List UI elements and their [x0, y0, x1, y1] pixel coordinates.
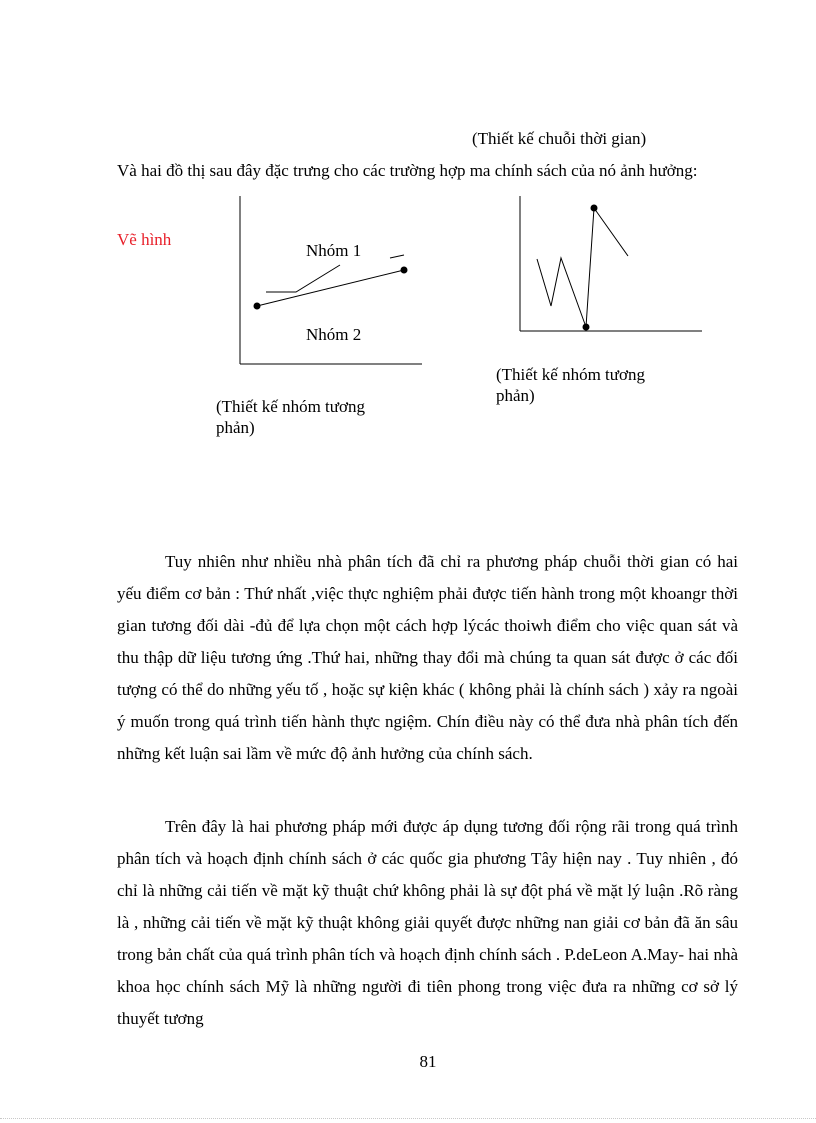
left-chart-caption: (Thiết kế nhóm tương phản) [216, 397, 365, 437]
paragraph-2-text: Trên đây là hai phương pháp mới được áp dụng tương đối rộng rãi trong quá trình phân tích và hoạch định chính sách ở các quốc gia phương Tây hiện nay . Tuy nhiên , đó chỉ là những cải tiến về mặt kỹ thuật chứ không phải là sự đột phá về mặt lý luận .Rõ ràng là , những cải tiến về mặt kỹ thuật không giải quyết được những nan giải cơ bản đã ăn sâu trong bản chất của quá trình phân tích và hoạch định chính sách . P.deLeon A.May- hai nhà khoa học chính sách Mỹ là những người đi tiên phong trong việc đưa ra những cơ sở lý thuyết tương [117, 817, 738, 1028]
time-series-caption: (Thiết kế chuỗi thời gian) [472, 129, 647, 148]
zigzag-line [537, 208, 628, 327]
intro-text: Và hai đồ thị sau đây đặc trưng cho các trường hợp ma chính sách của nó ảnh hưởng: [117, 161, 698, 180]
page-border [0, 1118, 816, 1119]
right-chart-caption: (Thiết kế nhóm tương phản) [496, 365, 645, 405]
group2-label: Nhóm 2 [306, 325, 362, 344]
group1-label: Nhóm 1 [306, 241, 362, 260]
paragraph-1 [117, 546, 738, 770]
group2-end-point [401, 267, 408, 274]
zigzag-low-point [583, 324, 590, 331]
group1-tick [390, 255, 404, 258]
group2-line [257, 270, 404, 306]
paragraph-1-text: Tuy nhiên như nhiều nhà phân tích đã chỉ ra phương pháp chuỗi thời gian có hai yếu điểm cơ bản : Thứ nhất ,việc thực nghiệm phải được tiến hành trong một khoangr thời gian tương đối dài -đủ để lựa chọn một cách hợp lýcác thoiwh điểm cho việc quan sát và thu thập dữ liệu tương ứng .Thứ hai, những thay đổi mà chúng ta quan sát được ở các đối tượng có thể do những yếu tố , hoặc sự kiện khác ( không phải là chính sách ) xảy ra ngoài ý muốn trong quá trình tiến hành thực ngiệm. Chín điều này có thể đưa nhà phân tích đến những kết luận sai lầm về mức độ ảnh hưởng của chính sách. [117, 552, 738, 763]
contrast-zigzag-chart [516, 194, 706, 344]
page-number: 81 [419, 1052, 437, 1071]
zigzag-peak-point [591, 205, 598, 212]
draw-label: Vẽ hình [117, 230, 172, 249]
group2-start-point [254, 303, 261, 310]
paragraph-2 [117, 811, 738, 1035]
